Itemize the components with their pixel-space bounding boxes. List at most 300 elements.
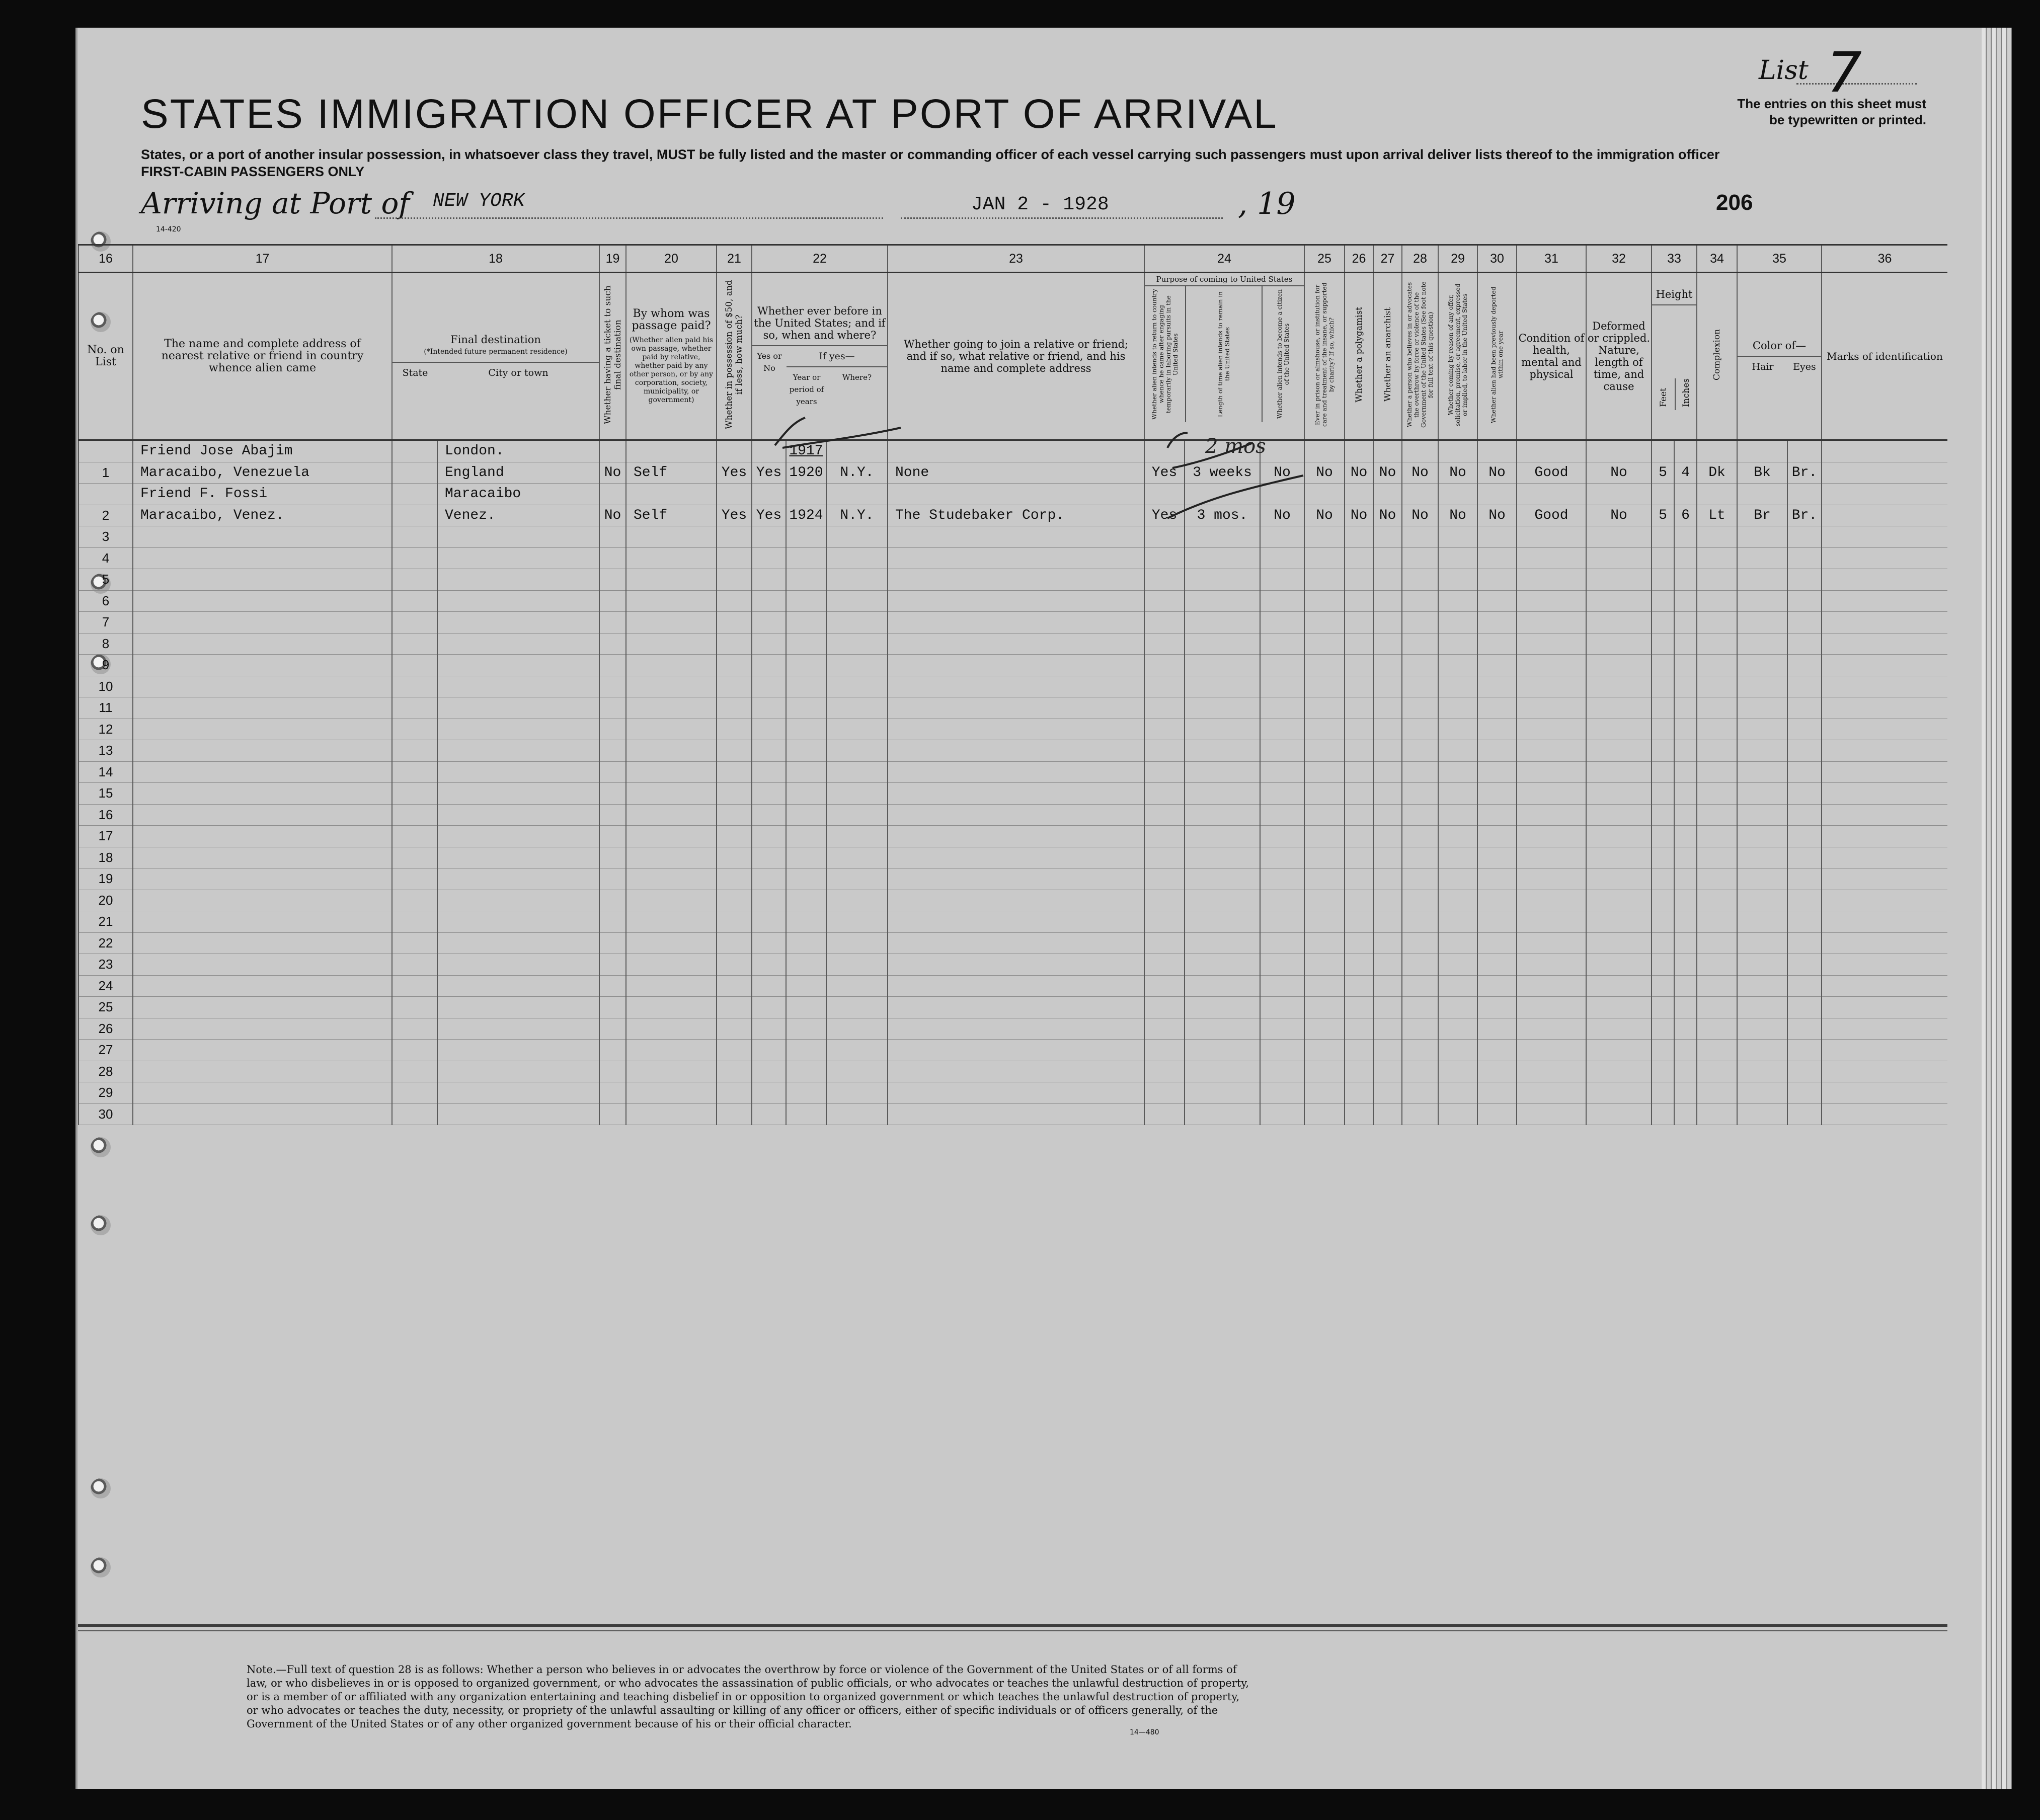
table-cell [1402,676,1438,697]
table-cell [717,911,752,933]
table-cell [786,975,826,997]
table-cell [1185,1018,1260,1040]
table-cell [1304,526,1345,548]
num-cell: 1 [79,462,133,484]
table-row [79,740,1947,762]
table-cell [826,761,888,783]
table-cell [1674,1103,1697,1125]
table-cell [1674,1018,1697,1040]
table-cell [1304,676,1345,697]
table-cell [1822,697,1947,719]
table-cell [1787,1061,1822,1082]
table-cell [1144,655,1185,676]
table-cell [1185,932,1260,954]
table-cell [1737,826,1787,847]
table-cell [1402,847,1438,868]
table-cell [1345,932,1373,954]
table-cell [133,954,392,976]
table-cell [1652,569,1674,591]
table-cell [1787,676,1822,697]
table-cell [392,975,437,997]
table-cell [599,1040,626,1061]
table-cell [1674,633,1697,655]
table-cell [888,826,1144,847]
table-cell [1674,1061,1697,1082]
table-cell [1373,1018,1402,1040]
table-cell [1144,1103,1185,1125]
table-cell [717,526,752,548]
table-cell [1304,440,1345,462]
table-cell [1697,1103,1737,1125]
table-cell [786,655,826,676]
column-header-row [79,273,1947,440]
table-cell [1652,440,1674,462]
table-cell [786,804,826,826]
table-cell [1260,783,1304,805]
table-cell [1144,932,1185,954]
table-cell [1185,997,1260,1018]
table-cell [1477,484,1517,505]
table-row [79,890,1947,911]
table-cell [1345,633,1373,655]
table-cell [599,826,626,847]
table-cell [599,932,626,954]
year-cell: 1917 [786,440,826,462]
table-cell [1517,1082,1586,1104]
table-cell [1652,484,1674,505]
table-cell [1144,484,1185,505]
table-cell [437,569,599,591]
table-cell [1477,676,1517,697]
table-cell [826,440,888,462]
table-cell [786,569,826,591]
table-cell [717,826,752,847]
table-cell [1402,590,1438,612]
table-cell [1787,633,1822,655]
table-cell [1402,783,1438,805]
table-cell [1586,1082,1652,1104]
table-cell [1260,997,1304,1018]
table-cell [437,911,599,933]
table-cell [1787,997,1822,1018]
table-cell [437,890,599,911]
table-cell [1674,997,1697,1018]
table-cell [1477,1040,1517,1061]
table-cell [1373,761,1402,783]
row-number-cell: 18 [79,847,133,868]
header-join-relative: Whether going to join a relative or friend; and if so, what relative or friend, and his name and complete address [888,273,1144,440]
table-cell [752,590,786,612]
table-cell [133,868,392,890]
table-cell [1260,547,1304,569]
table-cell [1822,655,1947,676]
table-cell [1652,1061,1674,1082]
table-cell [1144,612,1185,634]
table-cell [1697,697,1737,719]
table-cell [1438,826,1477,847]
table-cell [1438,676,1477,697]
header-offer-labor: Whether coming by reason of any offer, solicitation, promise, or agreement, expressed or implied, to labor in the United States [1438,273,1477,440]
table-cell [752,890,786,911]
table-cell [786,1040,826,1061]
table-cell [752,740,786,762]
table-cell [392,1018,437,1040]
table-cell [1185,975,1260,997]
table-cell [1737,547,1787,569]
table-cell [599,484,626,505]
table-cell [1822,954,1947,976]
table-cell [599,655,626,676]
table-cell [1260,890,1304,911]
table-cell [1304,911,1345,933]
table-cell [1304,847,1345,868]
table-cell [1586,676,1652,697]
table-cell [1185,590,1260,612]
table-cell [1345,590,1373,612]
table-cell [1822,911,1947,933]
table-cell [1517,547,1586,569]
table-cell [1517,783,1586,805]
table-cell [392,761,437,783]
table-cell [826,590,888,612]
table-row [79,547,1947,569]
row-number-cell: 26 [79,1018,133,1040]
table-cell [1674,890,1697,911]
table-cell [888,1061,1144,1082]
table-cell [1787,804,1822,826]
table-cell [599,761,626,783]
binding-hole-icon [91,1215,111,1235]
header-marks: Marks of identification [1822,273,1947,440]
table-cell [1373,697,1402,719]
table-cell [888,740,1144,762]
table-cell [1144,547,1185,569]
table-cell [1477,1082,1517,1104]
table-row [79,761,1947,783]
table-cell [1477,547,1517,569]
table-cell [437,612,599,634]
table-cell [437,547,599,569]
table-cell [1737,975,1787,997]
table-cell [1697,975,1737,997]
page-number: 206 [1716,190,1753,215]
table-row [79,847,1947,868]
table-cell [1737,526,1787,548]
health-cell: Good [1517,462,1586,484]
table-cell [1822,868,1947,890]
table-cell [1260,826,1304,847]
table-cell [1402,569,1438,591]
table-cell [1822,932,1947,954]
table-cell [1144,590,1185,612]
table-cell [1345,1103,1373,1125]
table-cell [599,740,626,762]
table-cell [599,526,626,548]
table-cell [826,847,888,868]
state-cell [392,505,437,526]
table-cell [1402,868,1438,890]
table-cell [1652,719,1674,740]
table-cell [1822,612,1947,634]
table-cell [437,954,599,976]
table-cell [1787,975,1822,997]
num-cell: 2 [79,505,133,526]
table-row [79,462,1947,484]
table-cell [599,911,626,933]
table-cell [1438,1103,1477,1125]
table-cell [786,612,826,634]
table-cell [717,783,752,805]
table-cell [1304,868,1345,890]
table-cell [626,932,717,954]
table-cell [1697,569,1737,591]
row-number-cell: 25 [79,997,133,1018]
table-cell [786,1103,826,1125]
table-cell [888,847,1144,868]
table-cell [1185,826,1260,847]
table-cell [1438,911,1477,933]
table-cell [133,1082,392,1104]
table-cell [717,975,752,997]
table-cell [1697,612,1737,634]
table-cell [133,676,392,697]
table-cell [1345,997,1373,1018]
table-cell [1737,932,1787,954]
table-cell [717,1061,752,1082]
polygamist-cell: No [1345,505,1373,526]
table-cell [826,975,888,997]
table-cell [1373,1082,1402,1104]
table-cell [599,697,626,719]
table-cell [392,1103,437,1125]
table-cell [1402,954,1438,976]
table-cell [752,1061,786,1082]
table-cell [1144,526,1185,548]
feet-cell: 5 [1652,462,1674,484]
table-cell [626,1018,717,1040]
table-cell [1674,1040,1697,1061]
return-cell: Yes [1144,505,1185,526]
table-cell [752,1018,786,1040]
table-cell [1438,547,1477,569]
city-cell: England [437,462,599,484]
table-cell [1787,655,1822,676]
table-row [79,612,1947,634]
table-cell [1402,547,1438,569]
table-cell [392,633,437,655]
header-complexion: Complexion [1697,273,1737,440]
table-cell [752,526,786,548]
table-row [79,697,1947,719]
header-ticket: Whether having a ticket to such final destination [599,273,626,440]
table-cell [626,676,717,697]
table-cell [1304,590,1345,612]
table-cell [1185,761,1260,783]
table-row [79,1061,1947,1082]
table-cell [786,590,826,612]
table-cell [1652,890,1674,911]
table-cell [133,1018,392,1040]
table-cell [1185,740,1260,762]
table-cell [1822,633,1947,655]
table-cell [1787,569,1822,591]
table-cell [1697,826,1737,847]
table-cell [1674,847,1697,868]
table-cell [392,826,437,847]
table-cell [1373,997,1402,1018]
table-cell [599,804,626,826]
table-cell [1787,719,1822,740]
table-cell [1477,911,1517,933]
table-cell [437,1061,599,1082]
table-cell [1373,911,1402,933]
table-cell [1787,1103,1822,1125]
deformed-cell: No [1586,505,1652,526]
port-label: Arriving at Port of [141,186,410,220]
table-cell [133,890,392,911]
table-cell [1144,847,1185,868]
table-cell [1517,890,1586,911]
row-number-cell: 17 [79,826,133,847]
table-cell [599,440,626,462]
table-cell [1345,911,1373,933]
table-row [79,1040,1947,1061]
table-cell [1822,440,1947,462]
length-cell: 3 weeks [1185,462,1260,484]
header-anarchist: Whether an anarchist [1373,273,1402,440]
table-cell [626,847,717,868]
table-cell [1586,569,1652,591]
port-fill-line [375,217,883,219]
table-cell [1787,612,1822,634]
table-cell [599,1018,626,1040]
table-cell [1304,932,1345,954]
table-cell [1373,783,1402,805]
table-cell [752,975,786,997]
ticket-cell: No [599,462,626,484]
table-cell [1345,890,1373,911]
row-number-cell: 6 [79,590,133,612]
list-number: 7 [1827,40,1862,105]
table-cell [1737,697,1787,719]
table-cell [1345,847,1373,868]
table-cell [1373,868,1402,890]
table-cell [826,719,888,740]
table-cell [717,954,752,976]
table-cell [1438,740,1477,762]
table-cell [826,526,888,548]
table-cell [752,954,786,976]
where-cell: N.Y. [826,462,888,484]
table-cell [786,676,826,697]
table-cell [1373,655,1402,676]
table-row [79,997,1947,1018]
table-cell [599,997,626,1018]
table-cell [392,890,437,911]
table-cell [626,740,717,762]
table-cell [1674,590,1697,612]
table-cell [888,655,1144,676]
table-cell [786,847,826,868]
table-cell [1438,975,1477,997]
table-cell [1787,1040,1822,1061]
table-cell [1345,719,1373,740]
table-cell [1373,804,1402,826]
table-cell [1787,890,1822,911]
table-cell [626,911,717,933]
table-cell [1586,526,1652,548]
table-cell [1822,997,1947,1018]
table-cell [1477,932,1517,954]
state-cell [392,462,437,484]
table-cell [1144,975,1185,997]
table-cell [1438,761,1477,783]
table-cell [1185,954,1260,976]
table-cell [826,655,888,676]
table-cell [1586,826,1652,847]
table-cell [888,1040,1144,1061]
table-cell [1304,484,1345,505]
table-cell [1697,633,1737,655]
complexion-cell: Dk [1697,462,1737,484]
deported-cell: No [1477,462,1517,484]
table-cell [1402,975,1438,997]
table-cell [1517,526,1586,548]
column-number-row: 16 17 18 19 20 21 22 23 24 25 26 27 28 29 30 31 32 33 34 35 36 [79,245,1947,273]
table-cell [1674,783,1697,805]
table-cell [1402,1061,1438,1082]
table-cell [1652,975,1674,997]
table-cell [1373,1040,1402,1061]
city-cell: Maracaibo [437,484,599,505]
table-cell [392,1040,437,1061]
table-cell [888,932,1144,954]
table-cell [1674,440,1697,462]
table-cell [888,1082,1144,1104]
table-cell [1737,633,1787,655]
header-nearest-relative: The name and complete address of nearest relative or friend in country whence alien came [133,273,392,440]
table-cell [392,526,437,548]
table-cell [437,655,599,676]
row-number-cell: 4 [79,547,133,569]
table-cell [1652,612,1674,634]
table-cell [599,868,626,890]
table-cell [1737,911,1787,933]
table-cell [1697,997,1737,1018]
complexion-cell: Lt [1697,505,1737,526]
table-cell [1737,1061,1787,1082]
table-cell [888,890,1144,911]
table-cell [752,1082,786,1104]
table-cell [626,1040,717,1061]
table-cell [1185,440,1260,462]
table-cell [437,932,599,954]
table-cell [1304,783,1345,805]
polygamist-cell: No [1345,462,1373,484]
table-cell [888,911,1144,933]
table-cell [1185,804,1260,826]
table-cell [826,697,888,719]
table-cell [1185,1061,1260,1082]
table-cell [1674,676,1697,697]
table-row [79,1018,1947,1040]
table-cell [786,1082,826,1104]
year-label: , 19 [1238,186,1296,221]
table-row [79,676,1947,697]
table-cell [599,633,626,655]
eyes-cell: Br. [1787,462,1822,484]
table-cell [1438,569,1477,591]
